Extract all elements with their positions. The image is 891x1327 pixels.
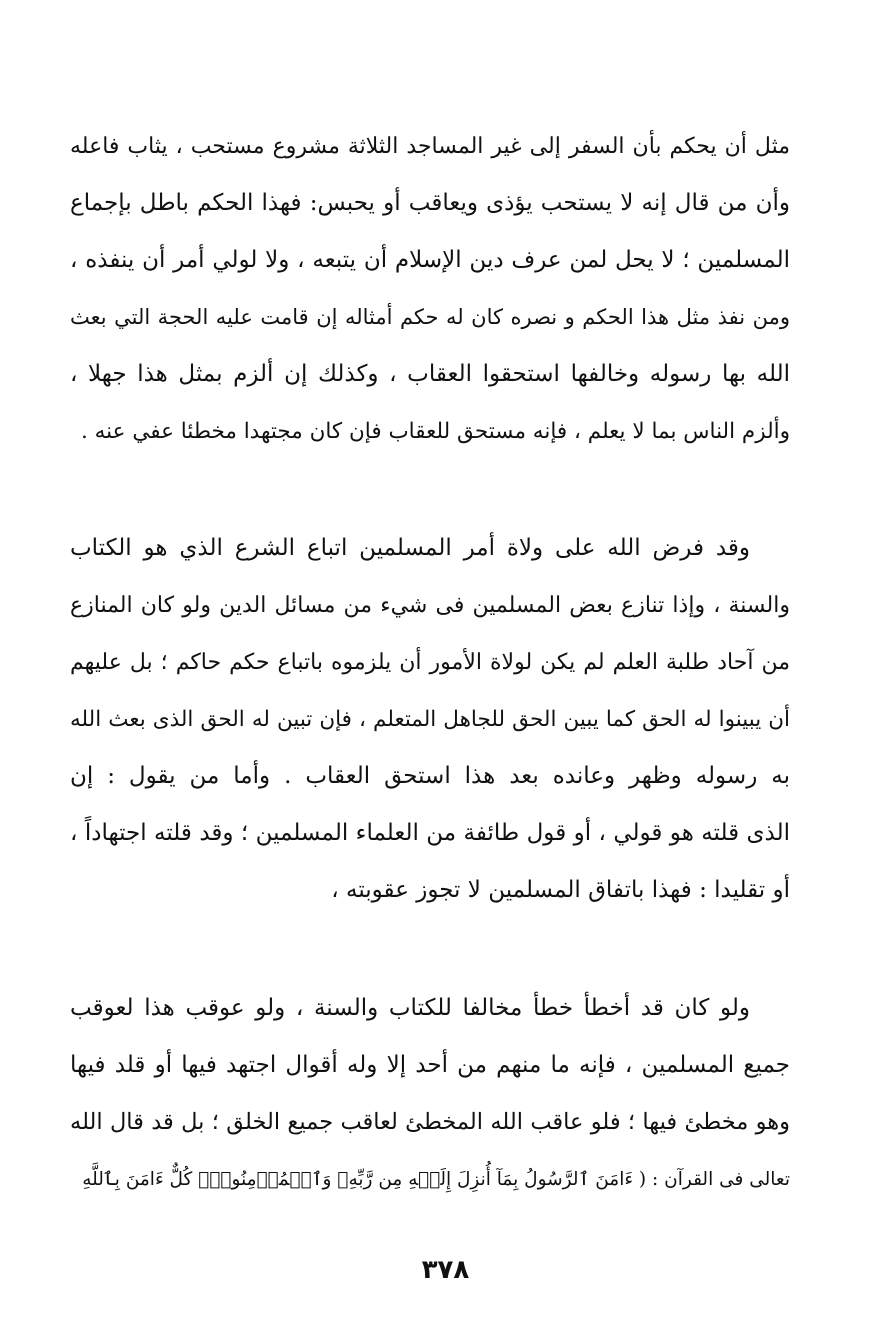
text-line: جميع المسلمين ، فإنه ما منهم من أحد إلا وله أقوال اجتهد فيها أو قلد فيها [70, 1052, 790, 1078]
paragraph-3 [70, 980, 790, 1208]
text-line: وأن من قال إنه لا يستحب يؤذى ويعاقب أو يحبس: فهذا الحكم باطل بإجماع [70, 190, 790, 216]
text-line: مثل أن يحكم بأن السفر إلى غير المساجد الثلاثة مشروع مستحب ، يثاب فاعله [70, 134, 790, 159]
quran-verse-line: تعالى فى القرآن : ( ءَامَنَ ٱلرَّسُولُ بِمَآ أُنزِلَ إِلَيۡهِ مِن رَّبِّهِۦ وَٱلۡمُؤۡمِنُونَۚ كُلٌّ ءَامَنَ بِٱللَّهِ [82, 1169, 790, 1190]
paragraph-1 [70, 118, 790, 460]
text-line: ولو كان قد أخطأ خطأ مخالفا للكتاب والسنة ، ولو عوقب هذا لعوقب [70, 995, 750, 1021]
text-line: أو تقليدا : فهذا باتفاق المسلمين لا تجوز عقوبته ، [331, 877, 790, 903]
text-line: أن يبينوا له الحق كما يبين الحق للجاهل المتعلم ، فإن تبين له الحق الذى بعث الله [70, 707, 790, 732]
text-line: الله بها رسوله وخالفها استحقوا العقاب ، وكذلك إن ألزم بمثل هذا جهلا ، [70, 361, 790, 387]
paragraph-2 [70, 520, 790, 919]
text-line: المسلمين ؛ لا يحل لمن عرف دين الإسلام أن يتبعه ، ولا لولي أمر أن ينفذه ، [70, 247, 790, 273]
text-line: به رسوله وظهر وعانده بعد هذا استحق العقاب . وأما من يقول : إن [70, 763, 790, 789]
text-line: الذى قلته هو قولي ، أو قول طائفة من العلماء المسلمين ؛ وقد قلته اجتهاداً ، [70, 820, 790, 846]
text-line: والسنة ، وإذا تنازع بعض المسلمين فى شيء من مسائل الدين ولو كان المنازع [70, 593, 790, 618]
text-line: وألزم الناس بما لا يعلم ، فإنه مستحق للعقاب فإن كان مجتهدا مخطئا عفي عنه . [80, 419, 790, 444]
text-line: وهو مخطئ فيها ؛ فلو عاقب الله المخطئ لعاقب جميع الخلق ؛ بل قد قال الله [70, 1109, 790, 1135]
text-line: وقد فرض الله على ولاة أمر المسلمين اتباع الشرع الذي هو الكتاب [70, 535, 750, 561]
text-line: من آحاد طلبة العلم لم يكن لولاة الأمور أن يلزموه باتباع حكم حاكم ؛ بل عليهم [70, 650, 790, 675]
text-line: ومن نفذ مثل هذا الحكم و نصره كان له حكم أمثاله إن قامت عليه الحجة التي بعث [70, 305, 790, 329]
page-number: ٣٧٨ [421, 1255, 470, 1285]
